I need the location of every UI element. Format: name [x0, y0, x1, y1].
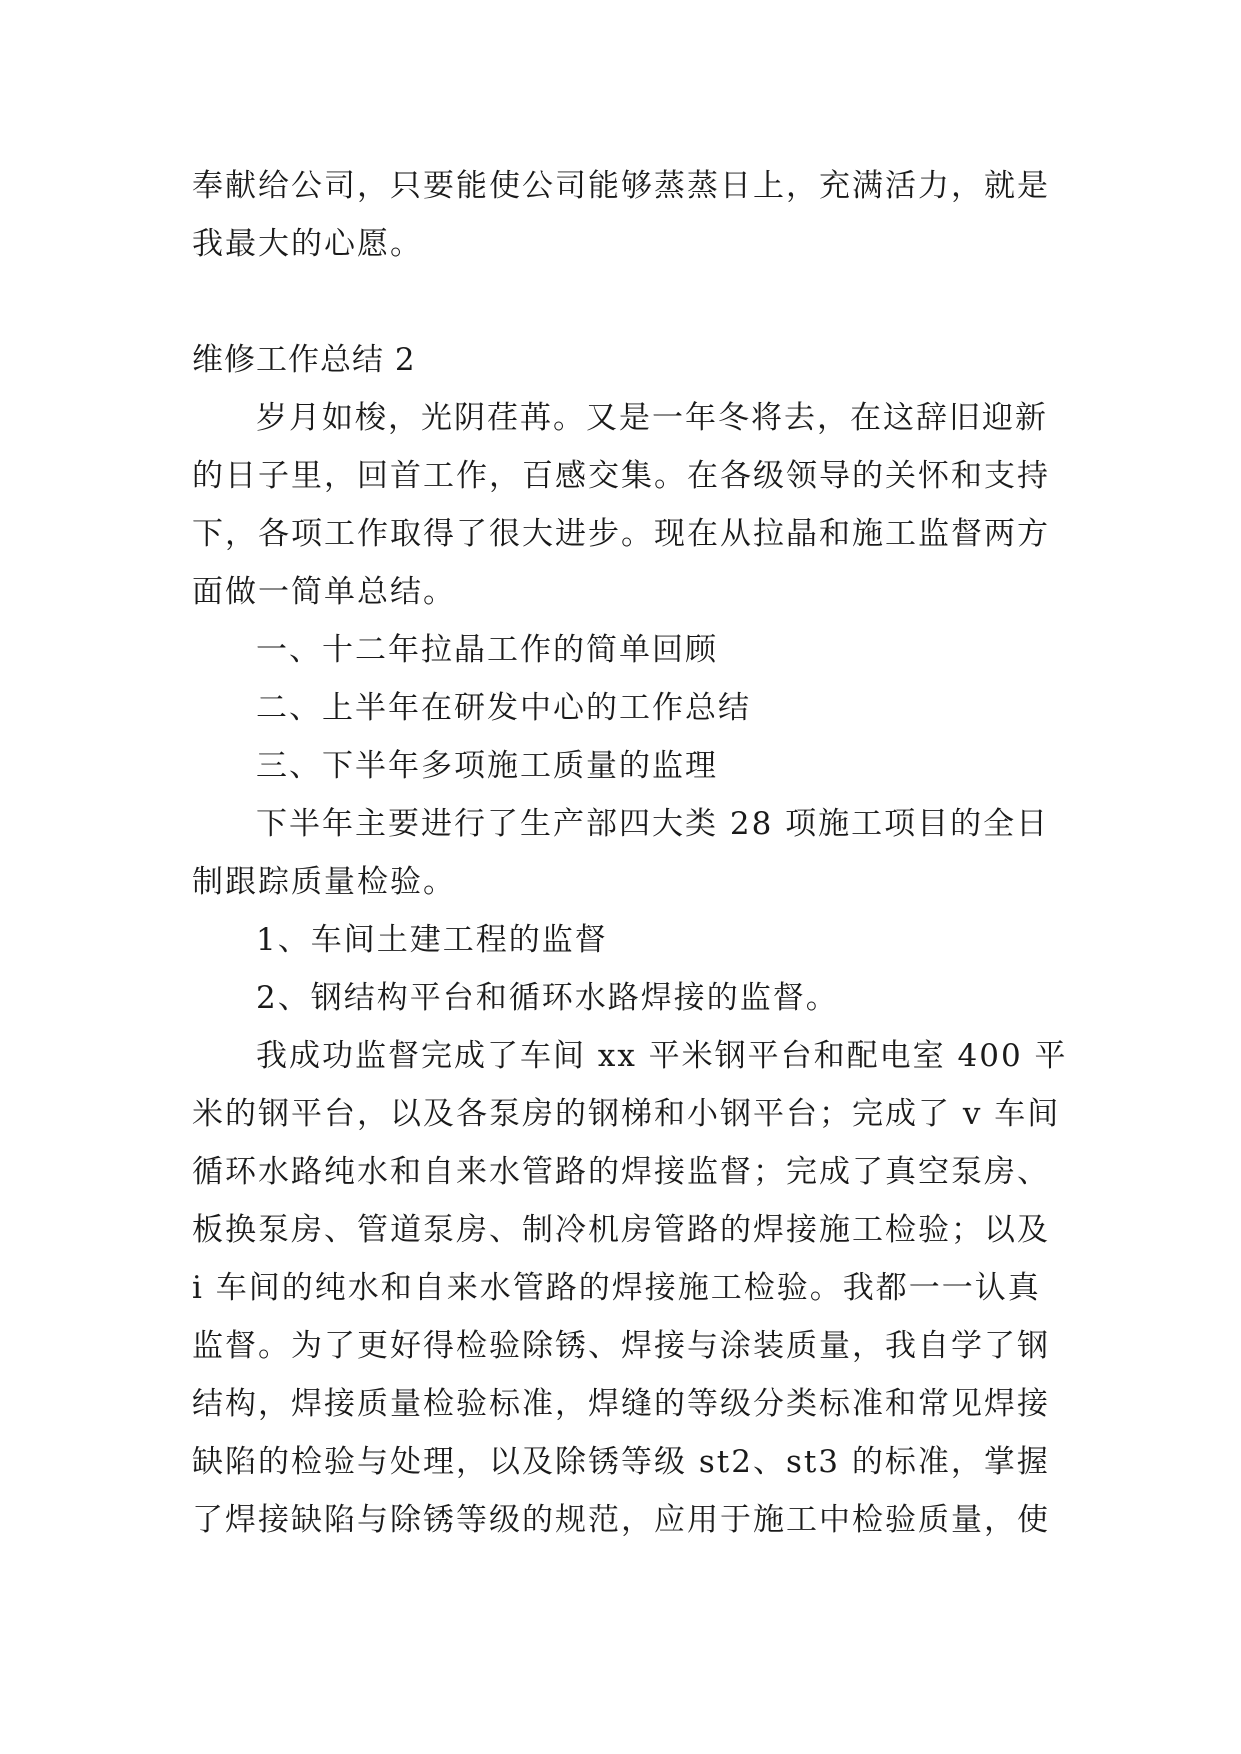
sub-item: 1、车间土建工程的监督 [256, 922, 608, 958]
outline-item: 一、十二年拉晶工作的简单回顾 [256, 632, 718, 668]
paragraph-line: i 车间的纯水和自来水管路的焊接施工检验。我都一一认真 [192, 1270, 1041, 1306]
paragraph-line: 板换泵房、管道泵房、制冷机房管路的焊接施工检验；以及 [192, 1212, 1050, 1248]
section-title: 维修工作总结 2 [192, 342, 416, 378]
paragraph-line: 下半年主要进行了生产部四大类 28 项施工项目的全日 [256, 806, 1050, 842]
paragraph-line: 米的钢平台，以及各泵房的钢梯和小钢平台；完成了 v 车间 [192, 1096, 1061, 1132]
document-body [192, 157, 1068, 1549]
paragraph-line: 下，各项工作取得了很大进步。现在从拉晶和施工监督两方 [192, 516, 1050, 552]
outline-item: 三、下半年多项施工质量的监理 [256, 748, 718, 784]
paragraph-line: 循环水路纯水和自来水管路的焊接监督；完成了真空泵房、 [192, 1154, 1050, 1190]
outline-item: 二、上半年在研发中心的工作总结 [256, 690, 751, 726]
paragraph-line: 了焊接缺陷与除锈等级的规范，应用于施工中检验质量，使 [192, 1502, 1050, 1538]
paragraph-line: 监督。为了更好得检验除锈、焊接与涂装质量，我自学了钢 [192, 1328, 1050, 1364]
paragraph-line: 制跟踪质量检验。 [192, 864, 456, 900]
paragraph-line: 我成功监督完成了车间 xx 平米钢平台和配电室 400 平 [256, 1038, 1068, 1074]
paragraph-line: 缺陷的检验与处理，以及除锈等级 st2、st3 的标准，掌握 [192, 1444, 1050, 1480]
paragraph-line: 的日子里，回首工作，百感交集。在各级领导的关怀和支持 [192, 458, 1050, 494]
paragraph-line: 岁月如梭，光阴荏苒。又是一年冬将去，在这辞旧迎新 [256, 400, 1048, 436]
intro-line: 我最大的心愿。 [192, 226, 423, 262]
paragraph-spacer [192, 273, 1052, 331]
sub-item: 2、钢结构平台和循环水路焊接的监督。 [256, 980, 839, 1016]
paragraph-line: 面做一简单总结。 [192, 574, 456, 610]
paragraph-line: 结构，焊接质量检验标准，焊缝的等级分类标准和常见焊接 [192, 1386, 1050, 1422]
intro-line: 奉献给公司，只要能使公司能够蒸蒸日上，充满活力，就是 [192, 168, 1050, 204]
